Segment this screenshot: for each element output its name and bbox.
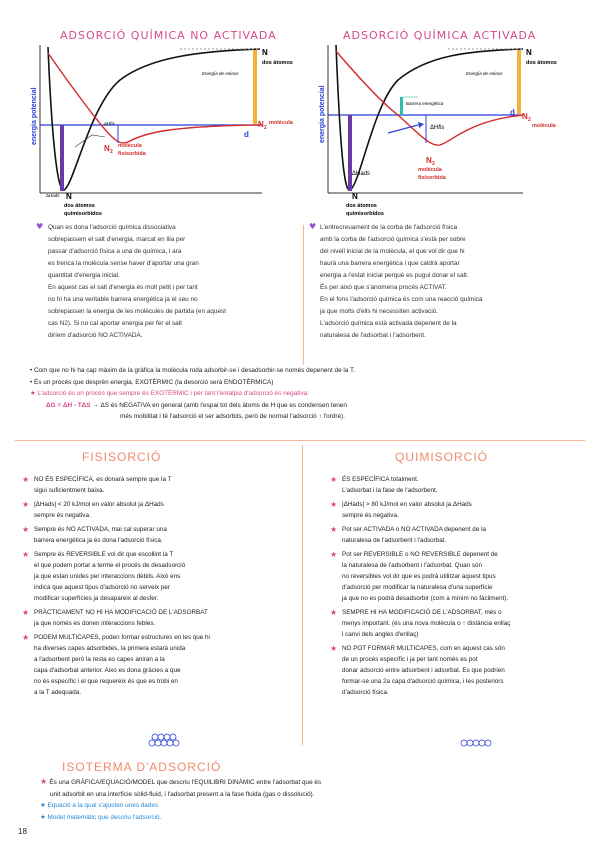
right-explanation <box>320 222 580 342</box>
bullet-line: L'adsorbat i la fase de l'adsorbent. <box>342 487 438 494</box>
section-bullet <box>330 643 595 698</box>
star-icon: ★ <box>22 475 30 484</box>
left-label-dos-atomos-top: dos átomos <box>262 60 293 66</box>
star-icon: ★ <box>330 644 338 653</box>
svg-text:2: 2 <box>528 117 531 123</box>
bullet-line: Sempre és NO ACTIVADA, mai cal superar una <box>34 526 167 533</box>
bullet-line: formar-se una 2a capa d'adsorció química, i les posteriors <box>342 678 504 685</box>
left-text-line: quantitat d'energia inicial. <box>48 272 120 279</box>
bullet-text <box>34 474 171 496</box>
page-number: 18 <box>18 827 27 836</box>
bullet-line: NO ÉS ESPECÍFICA, es donarà sempre que la T <box>34 476 172 483</box>
bullet-line: a la T adequada. <box>34 689 82 696</box>
right-purple-bar <box>348 115 352 191</box>
bullet-line: SEMPRE HI HA MODIFICACIÓ DE L'ADSORBAT, més o <box>342 609 502 616</box>
bullet-line: sigui suficientment baixa. <box>34 487 105 494</box>
bullet-line: Sempre és REVERSIBLE vol dir que escollint la T <box>34 551 174 558</box>
right-diagram <box>318 25 593 225</box>
gibbs-equation: ΔG = ΔH - TΔS <box>46 401 91 409</box>
bullet-line: sempre és negativa. <box>342 512 399 519</box>
bullet-line: ha diverses capes adsorbides, la primera estarà unida <box>34 645 186 652</box>
section-bullet <box>22 549 302 604</box>
right-text-line: haurà una barrera energètica i que caldrà aportar <box>320 260 460 267</box>
star-icon: ★ <box>330 525 338 534</box>
svg-text:2: 2 <box>110 149 113 155</box>
isoterma-line: ★ Model matemàtic que descriu l'adsorció. <box>40 813 162 821</box>
right-text-line: L'entrecreuament de la corba de l'adsorció física <box>320 224 458 231</box>
left-label-dos-atomos-bottom: dos átomos <box>64 203 95 209</box>
fisisorcio-list <box>22 474 302 701</box>
right-text-line: En el fons l'adsorció química és com una reacció química <box>320 296 483 303</box>
bullet-line: ja que no es podrà desadsorbir (com a mínim no fàcilment). <box>342 595 509 602</box>
right-label-energia-enlace: Energía de enlace <box>466 71 503 76</box>
right-energy-diagram <box>318 25 593 225</box>
bullet-line: PODEM MULTICAPES, poden formar estructures en les que hi <box>34 634 210 641</box>
sections-divider <box>302 445 303 745</box>
bullet-text <box>34 632 210 698</box>
left-label-dHads: ΔHads <box>46 193 60 198</box>
isoterma-line: ★ És una GRÀFICA/EQUACIÓ/MODEL que descriu l'EQUILIBRI DINÀMIC entre l'adsorbat que és <box>40 777 322 786</box>
star-icon: ★ <box>330 475 338 484</box>
isoterma-line: ★ Equació a la qual s'ajusten unes dades <box>40 802 159 809</box>
right-bond-energy-bar <box>517 50 521 114</box>
bullet-line: el que podem portar a terme el procés de desadsorció <box>34 562 186 569</box>
bullet-line: ja que estan unides per interaccions dèbils. Això ens <box>34 573 181 580</box>
left-label-molecula: molécula <box>269 120 293 126</box>
left-label-quimisorbidos: quimisorbidos <box>64 211 102 217</box>
left-text-line: es trenca la molècula sense haver d'aportar una gran <box>48 260 199 267</box>
bullet-text <box>342 607 510 640</box>
note-line: més mobilitat i té l'adsorció el ser adsorbits, però de normal l'adsorció ↑ l'ordre). <box>120 413 345 420</box>
left-text-line: sobrepassen la energia de les molècules de partida (en aquest <box>48 308 226 315</box>
left-label-molecula-fis: molécula <box>118 143 142 149</box>
star-icon: ★ <box>22 608 30 617</box>
bullet-line: PRÀCTICAMENT NO HI HA MODIFICACIÓ DE L'ADSORBAT <box>34 609 208 616</box>
fisisorcio-title: FISISORCIÓ <box>82 450 162 464</box>
section-bullet <box>330 549 595 604</box>
monolayer-drawing <box>460 738 500 748</box>
isoterma-line: unit adsorbit en una interfície sòlid-fluid, i l'adsorbat present a la fase fluida (gas o dissolució). <box>50 790 315 798</box>
section-bullet <box>330 474 595 496</box>
left-text-line: no hi ha una veritable barrera energètica ja el seu no <box>48 296 198 303</box>
section-bullet <box>330 499 595 521</box>
star-icon: ★ <box>330 550 338 559</box>
right-label-quimisorbidos: quimisorbidos <box>346 211 384 217</box>
left-diagram <box>30 25 305 225</box>
note-line: • Com que no hi ha cap màxim de la gràfica la molècula roda adsorbir-se i desadsorbir-se només depenent de la T. <box>30 367 356 374</box>
section-bullet <box>22 499 302 521</box>
bullet-line: no reversibles vol dir que es podrà utilitzar aquest tipus <box>342 573 496 580</box>
left-bond-energy-bar <box>253 50 257 124</box>
left-label-N-top: N <box>262 48 268 57</box>
bullet-line: menys important. (és una nova molècula o ↑ distància enllaç <box>342 620 511 627</box>
right-diagram-title: ADSORCIÓ QUÍMICA ACTIVADA <box>343 29 537 42</box>
left-text-line: passar d'adsorció física a una de química, i ara <box>48 248 182 255</box>
note-line: ΔG = ΔH - TΔS → ΔS és NEGATIVA en general (amb l'espai tot dels àtoms de H que es condensen tenen <box>46 401 347 409</box>
bullet-line: i canvi dels angles d'enllaç) <box>342 631 419 638</box>
left-text-line: cas N2). Si no cal aportar energia per fer el salt <box>48 320 182 327</box>
bullet-line: modificar superfícies ja desapareix al desfer. <box>34 595 159 602</box>
quimisorcio-list <box>330 474 595 701</box>
bullet-text <box>342 474 438 496</box>
section-bullet <box>22 474 302 496</box>
bullet-line: capa d'adsorbat anterior. Aixo es dona gràcies a que <box>34 667 181 674</box>
left-text-line: diríem d'adsorció NO ACTIVADA. <box>48 332 143 339</box>
right-text-line: amb la corba de l'adsorció química s'està per sobre <box>320 236 466 243</box>
left-text-line: Quan es dona l'adsorció química dissociativa <box>48 224 176 231</box>
bullet-text <box>342 499 472 521</box>
bullet-line: |ΔHads| < 20 kJ/mol en valor absolut ja ΔHads <box>34 501 164 508</box>
bullet-line: barrera energètica ja és dona l'adsorció física. <box>34 537 163 544</box>
quimisorcio-title: QUIMISORCIÓ <box>395 450 489 464</box>
right-label-molecula-fis: molécula <box>418 167 442 173</box>
bullet-text <box>34 499 164 521</box>
star-icon: ★ <box>330 608 338 617</box>
right-label-dHfis: ΔHfis <box>430 125 445 131</box>
right-label-dHads: ΔHads <box>352 171 371 177</box>
note-line: ★ L'adsorció és un procés que sempre és EXOTÈRMIC i per tant l'entalpia d'adsorció és negativa: <box>30 390 310 397</box>
right-label-fisisorbida: fisisorbida <box>418 175 446 181</box>
left-chem-curve <box>48 47 260 190</box>
svg-text:2: 2 <box>432 161 435 167</box>
bullet-line: naturalesa de l'adsorbent i l'adsorbat. <box>342 537 447 544</box>
svg-text:2: 2 <box>264 125 267 131</box>
left-text-line: En aquest cas el salt d'energia és molt petit i per tant <box>48 284 198 291</box>
star-icon: ★ <box>22 525 30 534</box>
right-text-line: És per això que s'anomena procés ACTIVAT. <box>320 284 447 291</box>
bullet-line: d'adsorció física. <box>342 689 389 696</box>
right-text-line: naturalesa de l'adsorbat i l'adsorbent. <box>320 332 426 339</box>
bullet-line: Pot ser REVERSIBLE o NO REVERSIBLE depenent de <box>342 551 498 558</box>
right-label-N2: N <box>522 112 528 121</box>
right-label-N-top: N <box>526 48 532 57</box>
bullet-text <box>342 643 505 698</box>
mid-divider <box>15 440 585 441</box>
right-label-dos-atomos-bottom: dos átomos <box>346 203 377 209</box>
bullet-line: donar adsorció entre adsorbent i adsorbat. Es que podrien <box>342 667 505 674</box>
star-icon: ★ <box>22 633 30 642</box>
right-text-line: del nivell inicial de la molècula, el que vol dir que hi <box>320 248 465 255</box>
right-label-d: d <box>510 108 515 117</box>
star-icon: ★ <box>330 500 338 509</box>
top-divider <box>303 225 304 365</box>
section-bullet <box>22 632 302 698</box>
right-label-barrera: Barrera energética <box>406 101 444 106</box>
bullet-line: sempre és negativa. <box>34 512 91 519</box>
right-text-line: ja que molts d'ells hi necessiten activació. <box>320 308 439 315</box>
bullet-line: de un procés específic i ja per tant només es pot <box>342 656 478 663</box>
left-heart-icon: ♥ <box>36 222 44 231</box>
left-diagram-title: ADSORCIÓ QUÍMICA NO ACTIVADA <box>60 29 277 42</box>
left-text-line: sobrepassem el salt d'energia, marcat en lila per <box>48 236 186 243</box>
full-width-notes <box>30 365 590 423</box>
left-y-axis-label: energia potencial <box>31 87 38 145</box>
bullet-line: ja que només es donen interaccions febles. <box>34 620 156 627</box>
right-label-molecula: molécula <box>532 123 556 129</box>
left-label-fisisorbida: fisisorbida <box>118 151 146 157</box>
left-label-energia-enlace: Energía de enlace <box>202 71 239 76</box>
bullet-line: |ΔHads| > 80 kJ/mol en valor absolut ja ΔHads <box>342 501 472 508</box>
bullet-line: la naturalesa de l'adsorbent i l'adsorbat. Quan són <box>342 562 482 569</box>
bullet-text <box>342 549 508 604</box>
bullet-line: NO POT FORMAR MULTICAPES, com en aquest cas són <box>342 645 505 652</box>
isoterma-body <box>40 776 595 823</box>
multilayer-drawing <box>148 733 188 747</box>
right-barrier-bar <box>400 97 403 115</box>
right-y-axis-label: energia potencial <box>319 85 326 143</box>
left-label-N2-fis: N <box>104 144 110 153</box>
section-bullet <box>330 607 595 640</box>
right-label-dos-atomos-top: dos átomos <box>526 60 557 66</box>
right-phys-curve <box>336 51 523 145</box>
bullet-line: indica que aquest tipus d'adsorció no serveix per <box>34 584 170 591</box>
left-label-N-bottom: N <box>66 192 72 201</box>
right-text-line: energia a l'estat inicial perquè es pugui donar el salt. <box>320 272 469 279</box>
section-bullet <box>22 524 302 546</box>
left-energy-diagram <box>30 25 305 225</box>
bullet-line: ÉS ESPECÍFICA totalment. <box>342 476 419 483</box>
bullet-line: a l'adsorbent però la resta es capes aniran a la <box>34 656 165 663</box>
bullet-line: Pot ser ACTIVADA o NO ACTIVADA depenent de la <box>342 526 486 533</box>
bullet-text <box>34 607 208 629</box>
bullet-line: d'adsorció per modificar la naturalesa d'una superfície <box>342 584 493 591</box>
left-label-d: d <box>244 130 249 139</box>
note-line: • És un procés que desprèn energia, EXOTÈRMIC (la desorció serà ENDOTÈRMICA) <box>30 378 274 386</box>
bullet-text <box>34 549 185 604</box>
left-explanation <box>48 222 298 342</box>
left-label-N2: N <box>258 120 264 129</box>
bullet-line: no és específic i el que requereix és que es trobi en <box>34 678 178 685</box>
right-label-N2-fis: N <box>426 156 432 165</box>
bullet-text <box>34 524 167 546</box>
left-purple-bar <box>60 125 64 191</box>
star-icon: ★ <box>22 500 30 509</box>
right-label-N-bottom: N <box>352 192 358 201</box>
right-heart-icon: ♥ <box>309 222 317 231</box>
isoterma-title: ISOTERMA D'ADSORCIÓ <box>62 760 222 774</box>
section-bullet <box>22 607 302 629</box>
right-text-line: L'adsorció química està activada depenent de la <box>320 320 457 327</box>
section-bullet <box>330 524 595 546</box>
star-icon: ★ <box>22 550 30 559</box>
bullet-text <box>342 524 486 546</box>
left-phys-curve <box>48 53 260 143</box>
left-label-dHfis: ΔHfis <box>104 121 115 126</box>
